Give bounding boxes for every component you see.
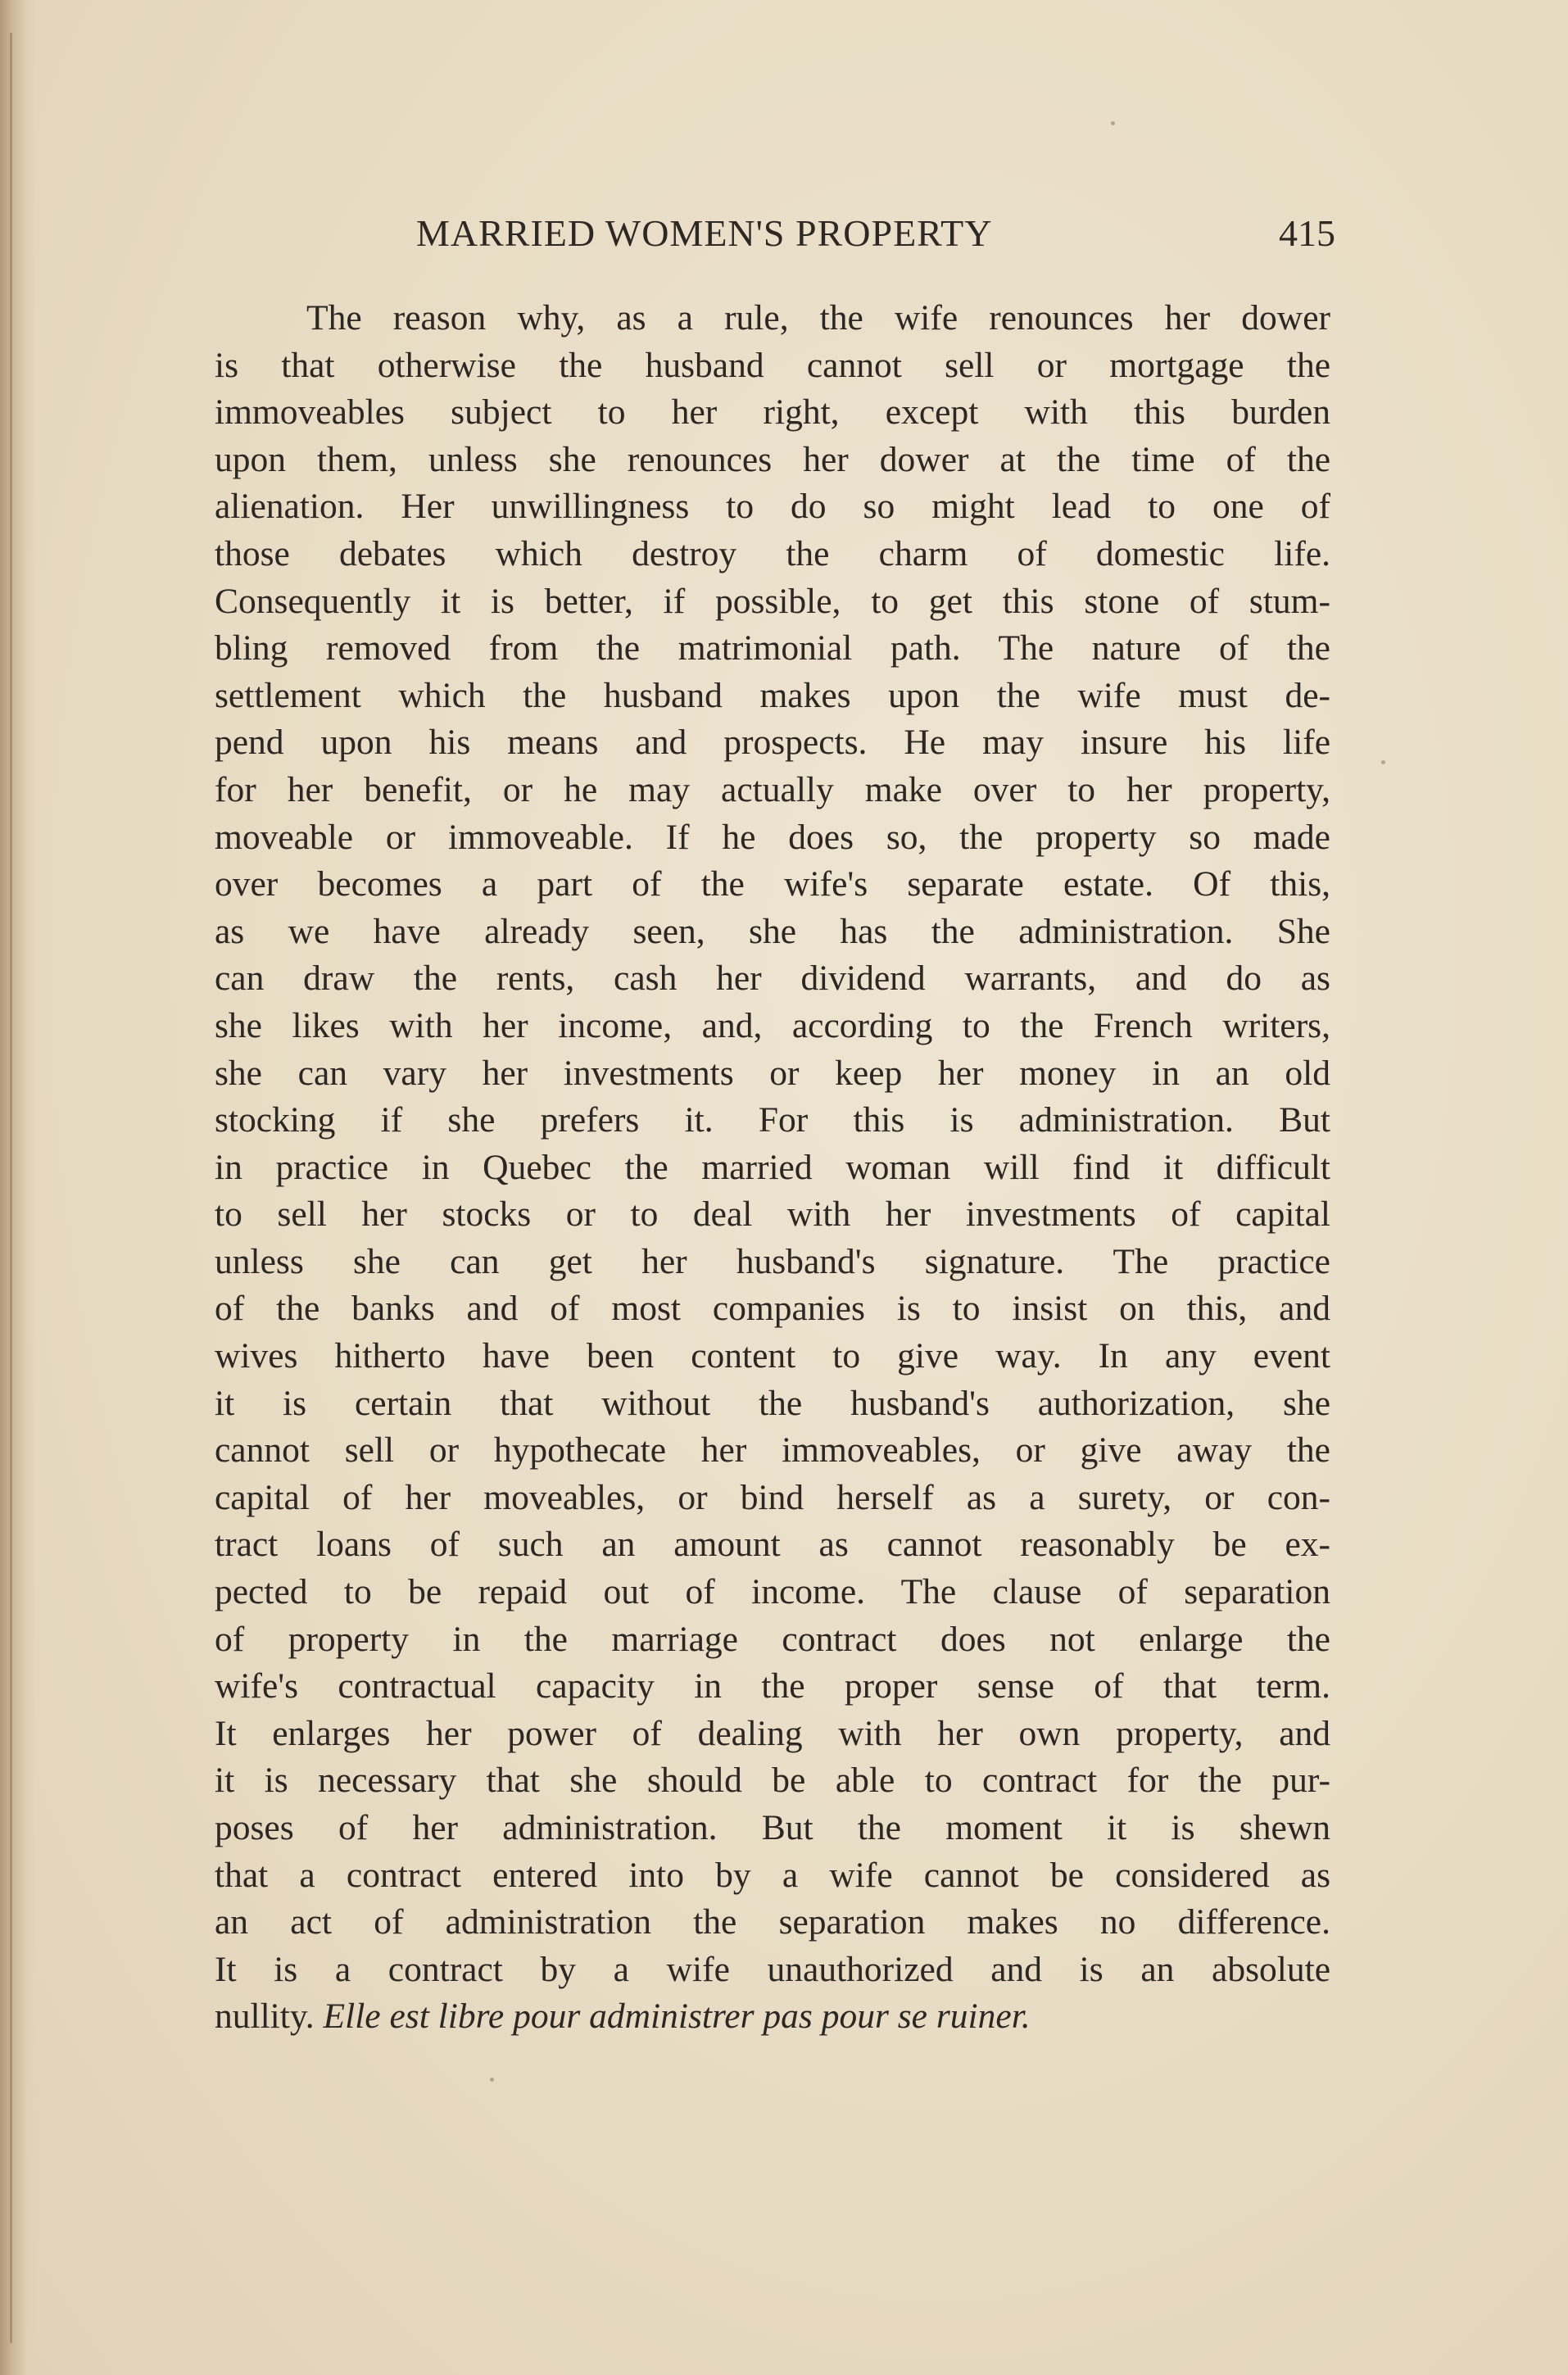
text-line: to sell her stocks or to deal with her investments of capital [215,1194,1330,1235]
paper-speck [1381,760,1385,764]
text-line: capital of her moveables, or bind herself as a surety, or con- [215,1477,1330,1517]
text-line: upon them, unless she renounces her dower at the time of the [215,439,1330,479]
text-line: The reason why, as a rule, the wife renounces her dower [306,298,1330,338]
text-line: immoveables subject to her right, except with this burden [215,392,1330,433]
text-line: it is necessary that she should be able to contract for the pur- [215,1761,1330,1801]
text-line: tract loans of such an amount as cannot reasonably be ex- [215,1525,1330,1565]
text-line: unless she can get her husband's signature. The practice [215,1241,1330,1281]
text-line: poses of her administration. But the moment it is shewn [215,1808,1330,1847]
text-line: settlement which the husband makes upon the wife must de- [215,675,1330,715]
text-line: for her benefit, or he may actually make over to her property, [215,769,1330,809]
text-line: It enlarges her power of dealing with her own property, and [215,1713,1330,1753]
final-line-plain: nullity. [215,1997,315,2037]
text-line: moveable or immoveable. If he does so, the property so made [215,817,1330,857]
text-line: she likes with her income, and, according to the French writers, [215,1005,1330,1045]
paper-speck [490,2078,494,2082]
text-line: she can vary her investments or keep her money in an old [215,1053,1330,1093]
text-line: wives hitherto have been content to give way. In any event [215,1336,1330,1376]
book-spine-shadow [0,0,36,2375]
text-line: pected to be repaid out of income. The clause of separation [215,1572,1330,1612]
text-line: it is certain that without the husband's authorization, she [215,1383,1330,1423]
text-line: wife's contractual capacity in the proper sense of that term. [215,1666,1330,1706]
text-line: It is a contract by a wife unauthorized and is an absolute [215,1949,1330,1989]
text-line: can draw the rents, cash her dividend warrants, and do as [215,959,1330,999]
text-line: pend upon his means and prospects. He may insure his life [215,723,1330,763]
french-quotation: Elle est libre pour administrer pas pour se ruiner. [323,1997,1031,2037]
running-title: MARRIED WOMEN'S PROPERTY [416,212,993,254]
text-line: of the banks and of most companies is to insist on this, and [215,1289,1330,1329]
text-line: of property in the marriage contract does not enlarge the [215,1619,1330,1659]
page-number: 415 [1279,212,1335,254]
page-header [205,211,1335,261]
paper-speck [1111,121,1115,125]
text-line: bling removed from the matrimonial path. The nature of the [215,628,1330,669]
body-paragraph [215,295,1330,2041]
final-text-line [215,1993,1330,2041]
text-line: as we have already seen, she has the administration. She [215,911,1330,951]
book-spine-edge [10,33,12,2343]
text-line: that a contract entered into by a wife cannot be considered as [215,1855,1330,1895]
text-line: over becomes a part of the wife's separate estate. Of this, [215,864,1330,904]
text-line: in practice in Quebec the married woman will find it difficult [215,1147,1330,1187]
text-line: cannot sell or hypothecate her immoveables, or give away the [215,1430,1330,1471]
text-line: an act of administration the separation makes no difference. [215,1902,1330,1942]
text-line: is that otherwise the husband cannot sell or mortgage the [215,345,1330,385]
text-line: stocking if she prefers it. For this is administration. But [215,1100,1330,1140]
text-line: those debates which destroy the charm of domestic life. [215,533,1330,573]
text-line: Consequently it is better, if possible, to get this stone of stum- [215,581,1330,621]
text-line: alienation. Her unwillingness to do so might lead to one of [215,487,1330,527]
